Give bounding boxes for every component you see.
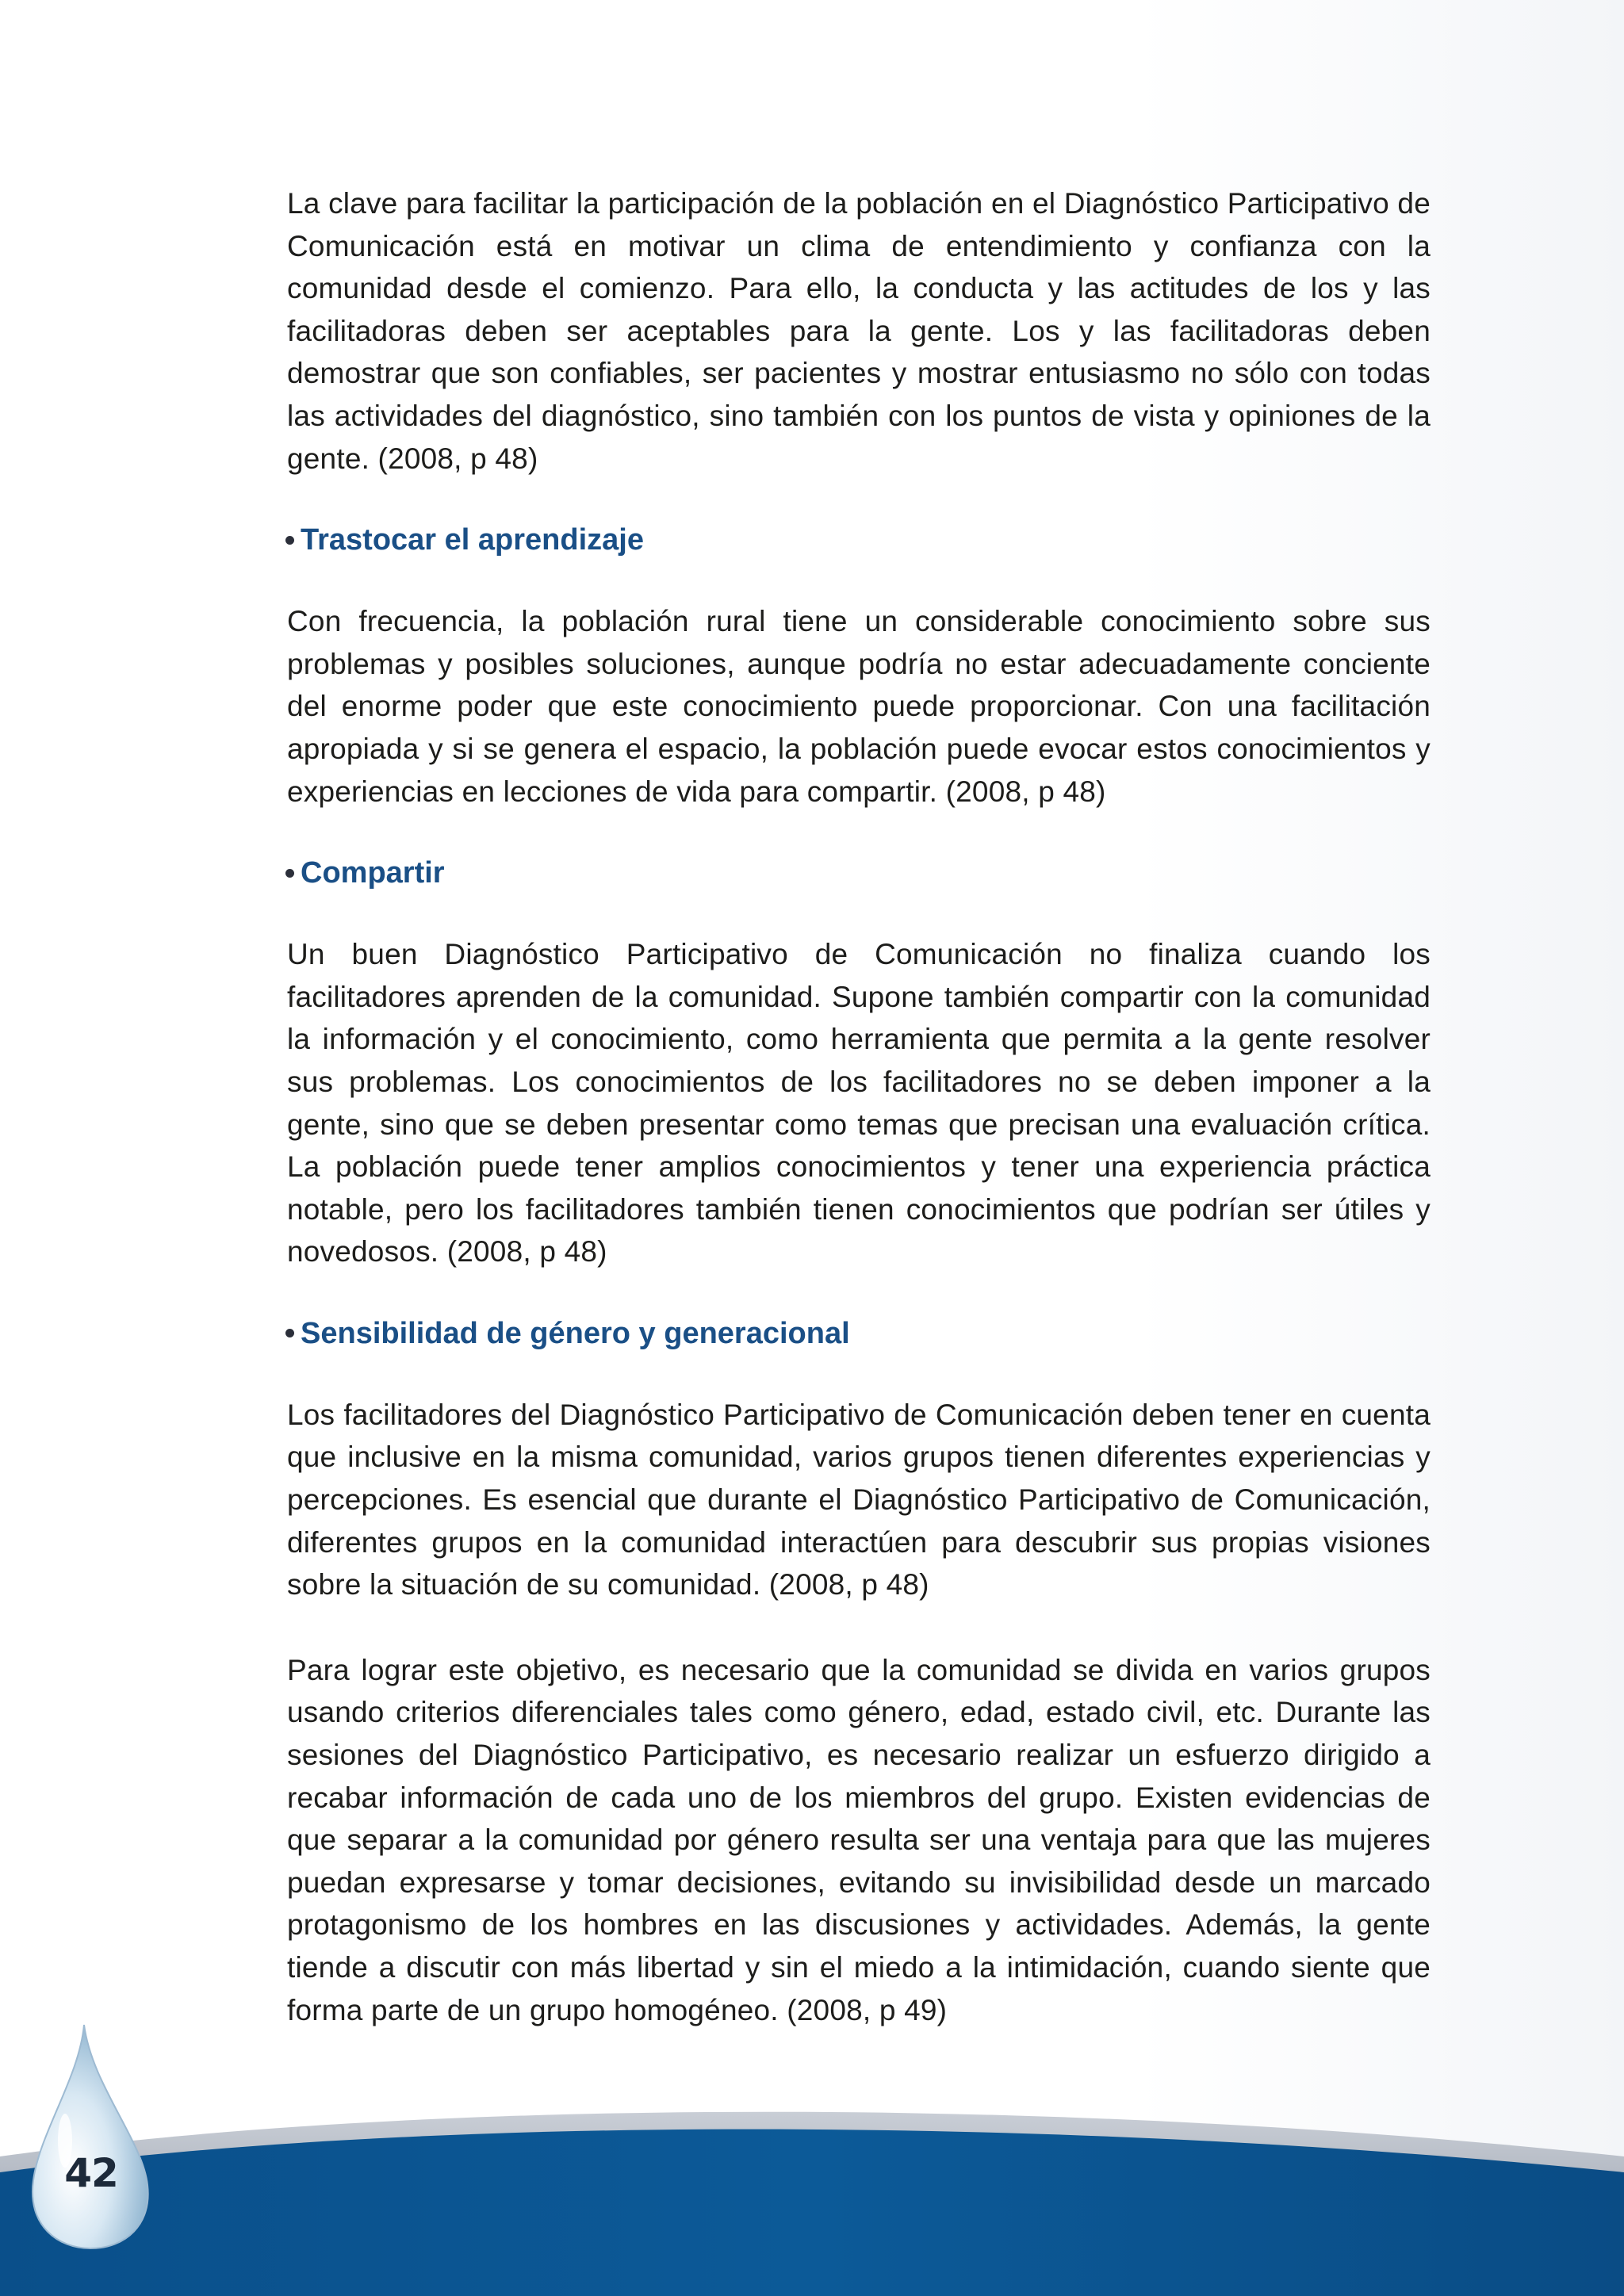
- paragraph-grupos-diferentes: Los facilitadores del Diagnóstico Participativo de Comunicación deben tener en cuenta que inclusive en la misma comunidad, varios grupos tienen diferentes experiencias y percepciones. Es esencial que durante el Diagnóstico Participativo de Comunicación, diferentes grupos en la comunidad interactúen para descubrir sus propias visiones sobre la situación de su comunidad. (2008, p 48): [287, 1398, 1431, 1601]
- footer-wave-band: [0, 2101, 1624, 2296]
- bullet-icon: [285, 536, 294, 545]
- bullet-icon: [285, 1329, 294, 1337]
- page-number: 42: [64, 2150, 118, 2196]
- bullet-icon: [285, 869, 294, 878]
- heading-label: Compartir: [301, 856, 445, 890]
- heading-label: Trastocar el aprendizaje: [301, 523, 644, 557]
- water-drop-icon: [24, 2022, 159, 2252]
- paragraph-compartir: Un buen Diagnóstico Participativo de Comunicación no finaliza cuando los facilitadores aprenden de la comunidad. Supone también compartir con la comunidad la información y el conocimiento, como herramienta que permita a la gente resolver sus problemas. Los conocimientos de los facilitadores no se deben imponer a la gente, sino que se deben presentar como temas que precisan una evaluación crítica. La población puede tener amplios conocimientos y tener una experiencia práctica notable, pero los facilitadores también tienen conocimientos que podrían ser útiles y novedosos. (2008, p 48): [287, 938, 1431, 1269]
- heading-compartir: [287, 852, 1431, 894]
- paragraph-division-grupos: Para lograr este objetivo, es necesario que la comunidad se divida en varios grupos usando criterios diferenciales tales como género, edad, estado civil, etc. Durante las sesiones del Diagnóstico Participativo, es necesario realizar un esfuerzo dirigido a recabar información de cada uno de los miembros del grupo. Existen evidencias de que separar a la comunidad por género resulta ser una ventaja para que las mujeres puedan expresarse y tomar decisiones, evitando su invisibilidad desde un marcado protagonismo de los hombres en las discusiones y actividades. Además, la gente tiende a discutir con más libertad y sin el miedo a la intimidación, cuando siente que forma parte de un grupo homogéneo. (2008, p 49): [287, 1653, 1431, 2026]
- paragraph-conocimiento-rural: Con frecuencia, la población rural tiene un considerable conocimiento sobre sus problemas y posibles soluciones, aunque podría no estar adecuadamente conciente del enorme poder que este conocimiento puede proporcionar. Con una facilitación apropiada y si se genera el espacio, la población puede evocar estos conocimientos y experiencias en lecciones de vida para compartir. (2008, p 48): [287, 605, 1431, 808]
- heading-trastocar-aprendizaje: [287, 519, 1431, 561]
- paragraph-clima-confianza: La clave para facilitar la participación de la población en el Diagnóstico Participativo de Comunicación está en motivar un clima de entendimiento y confianza con la comunidad desde el comienzo. Para ello, la conducta y las actitudes de los y las facilitadoras deben ser aceptables para la gente. Los y las facilitadoras deben demostrar que son confiables, ser pacientes y mostrar entusiasmo no sólo con todas las actividades del diagnóstico, sino también con los puntos de vista y opiniones de la gente. (2008, p 48): [287, 187, 1431, 475]
- heading-sensibilidad-genero: [287, 1313, 1431, 1354]
- page-content: [287, 182, 1431, 2031]
- heading-label: Sensibilidad de género y generacional: [301, 1316, 850, 1350]
